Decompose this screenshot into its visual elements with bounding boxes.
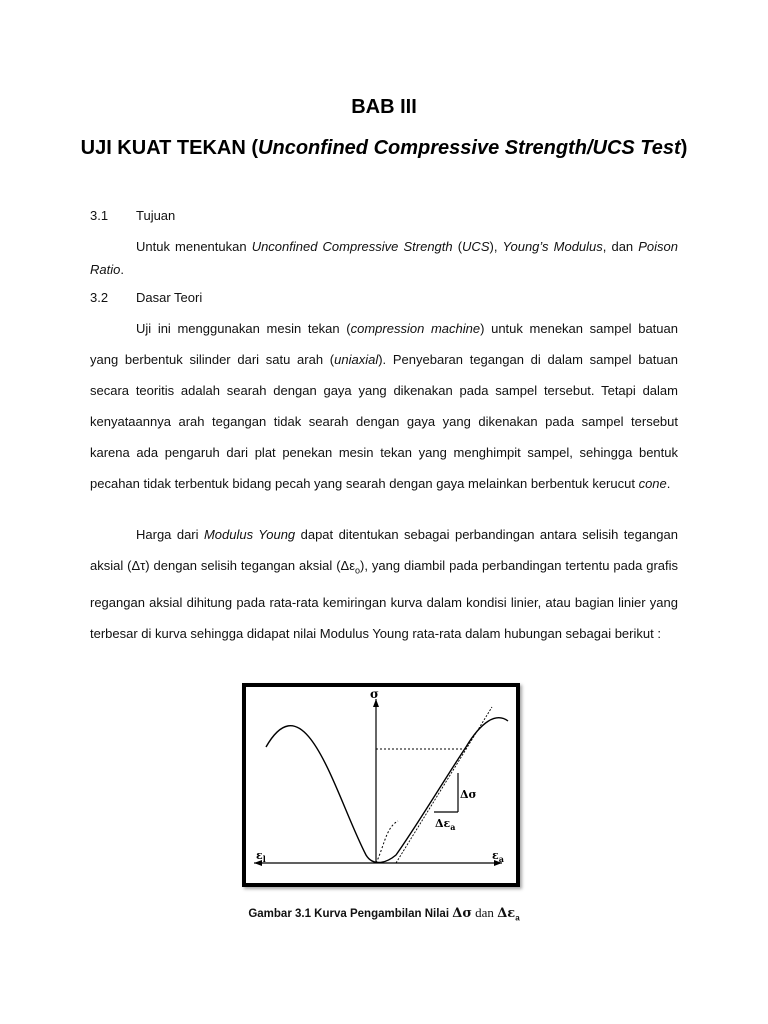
- label-eps-l: $\varepsilon_l$: [256, 849, 266, 864]
- section-heading-tujuan: 3.1 Tujuan: [90, 208, 176, 223]
- figure-caption: Gambar 3.1 Kurva Pengambilan Nilai Δσ dan $\Delta\varepsilon_a$: [248, 905, 520, 923]
- tangent-line: [396, 707, 492, 863]
- label-eps-a: $\varepsilon_a$: [492, 849, 504, 864]
- figure-stress-strain: [242, 683, 520, 887]
- label-sigma: σ: [370, 687, 379, 701]
- paragraph-dasar-teori-1: Uji ini menggunakan mesin tekan (compression machine) untuk menekan sampel batuan yang berbentuk silinder dari satu arah (uniaxial). Penyebaran tegangan di dalam sampel batuan secara teoritis adalah searah dengan gaya yang dikenakan pada sampel tersebut. Tetapi dalam kenyataannya arah tegangan tidak searah dengan gaya yang dikenakan pada sampel tersebut karena ada pengaruh dari plat penekan mesin tekan yang menghimpit sampel, sehingga bentuk pecahan tidak terbentuk bidang pecah yang searah dengan gaya melainkan berbentuk kerucut cone.: [90, 321, 679, 491]
- paragraph-tujuan: Untuk menentukan Unconfined Compressive Strength (UCS), Young’s Modulus, dan Poison Ratio.: [90, 239, 678, 277]
- label-delta-eps: $\Delta\varepsilon_a$: [435, 817, 456, 832]
- section-heading-dasar-teori: 3.2 Dasar Teori: [90, 290, 203, 305]
- chapter-title: UJI KUAT TEKAN (Unconfined Compressive Strength/UCS Test): [80, 137, 688, 159]
- stress-strain-diagram: [246, 687, 516, 883]
- label-delta-sigma: Δσ: [460, 788, 477, 801]
- chapter-heading: BAB III: [351, 96, 417, 118]
- paragraph-dasar-teori-2: Harga dari Modulus Young dapat ditentukan sebagai perbandingan antara selisih tegangan aksial (Δτ) dengan selisih tegangan aksial $(\Delta\varepsilon_o)$, yang diambil pada perbandingan tertentu pada grafis regangan aksial dihitung pada rata-rata kemiringan kurva dalam kondisi linier, atau bagian linier yang terbesar di kurva sehingga didapat nilai Modulus Young rata-rata dalam hubungan sebagai berikut :: [90, 527, 679, 641]
